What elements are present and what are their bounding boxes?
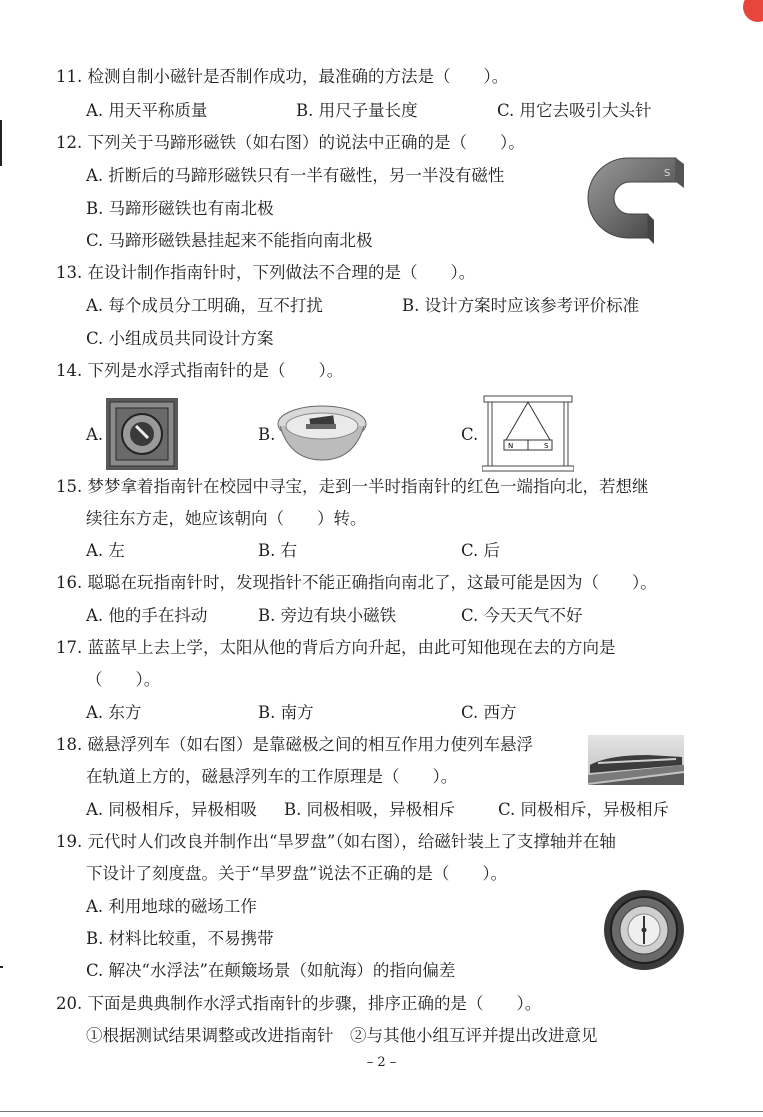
corner-badge [743,0,763,22]
q16-stem: 16. 聪聪在玩指南针时，发现指针不能正确指向南北了，这最可能是因为（ ）。 [56,573,657,592]
q19-option-b: B. 材料比较重，不易携带 [86,929,274,948]
binding-mark [0,120,2,166]
q15-stem-line2: 续往东方走，她应该朝向（ ）转。 [86,509,367,528]
q13-option-a: A. 每个成员分工明确，互不打扰 [86,296,323,315]
q17-option-b: B. 南方 [258,703,314,722]
q11-option-c: C. 用它去吸引大头针 [497,101,652,120]
q14-option-c: C. [461,425,479,444]
q17-stem-line1: 17. 蓝蓝早上去上学，太阳从他的背后方向升起，由此可知他现在去的方向是 [56,638,616,657]
water-bowl-image [276,402,368,464]
q17-option-a: A. 东方 [86,703,142,722]
q15-option-a: A. 左 [86,541,125,560]
q13-option-b: B. 设计方案时应该参考评价标准 [402,296,640,315]
q11-option-a: A. 用天平称质量 [86,101,208,120]
q19-stem-line2: 下设计了刻度盘。关于“旱罗盘”说法不正确的是（ ）。 [86,864,508,883]
needle-n-label: N [508,442,514,450]
q15-stem-line1: 15. 梦梦拿着指南针在校园中寻宝，走到一半时指南针的红色一端指向北，若想继 [56,477,649,496]
q16-option-a: A. 他的手在抖动 [86,606,208,625]
q12-option-b: B. 马蹄形磁铁也有南北极 [86,199,274,218]
q19-stem-line1: 19. 元代时人们改良并制作出“旱罗盘”（如右图），给磁针装上了支撑轴并在轴 [56,832,616,851]
q11-option-b: B. 用尺子量长度 [296,101,418,120]
q11-stem: 11. 检测自制小磁针是否制作成功，最准确的方法是（ ）。 [56,67,509,86]
q16-option-c: C. 今天天气不好 [461,606,583,625]
magnet-pole-label: S [664,168,671,179]
q15-option-b: B. 右 [258,541,298,560]
needle-s-label: S [544,442,549,450]
q20-stem: 20. 下面是典典制作水浮式指南针的步骤，排序正确的是（ ）。 [56,994,542,1013]
q13-option-c: C. 小组成员共同设计方案 [86,329,274,348]
page-number: – 2 – [366,1055,397,1070]
dry-compass-image [602,888,686,972]
q18-option-c: C. 同极相斥，异极相斥 [498,800,670,819]
compass-board-image [106,398,178,470]
q16-option-b: B. 旁边有块小磁铁 [258,606,397,625]
q12-option-a: A. 折断后的马蹄形磁铁只有一半有磁性，另一半没有磁性 [86,166,505,185]
q19-option-a: A. 利用地球的磁场工作 [86,897,257,916]
q14-option-b: B. [258,425,276,444]
q18-stem-line1: 18. 磁悬浮列车（如右图）是靠磁极之间的相互作用力使列车悬浮 [56,735,533,754]
q13-stem: 13. 在设计制作指南针时，下列做法不合理的是（ ）。 [56,263,476,282]
q18-option-a: A. 同极相斥，异极相吸 [86,800,257,819]
q17-option-c: C. 西方 [461,703,517,722]
maglev-train-image [588,735,684,785]
q17-stem-line2: （ ）。 [86,670,161,689]
horseshoe-magnet-image [576,150,686,250]
q18-option-b: B. 同极相吸，异极相斥 [284,800,456,819]
q20-steps: ①根据测试结果调整或改进指南针 ②与其他小组互评并提出改进意见 [86,1026,598,1045]
q12-option-c: C. 马蹄形磁铁悬挂起来不能指向南北极 [86,231,373,250]
binding-tick [0,966,3,968]
q15-option-c: C. 后 [461,541,501,560]
q19-option-c: C. 解决“水浮法”在颠簸场景（如航海）的指向偏差 [86,961,456,980]
q18-stem-line2: 在轨道上方的，磁悬浮列车的工作原理是（ ）。 [86,767,458,786]
hanging-needle-image [482,394,574,472]
q14-option-a: A. [86,425,104,444]
q14-stem: 14. 下列是水浮式指南针的是（ ）。 [56,361,344,380]
q12-stem: 12. 下列关于马蹄形磁铁（如右图）的说法中正确的是（ ）。 [56,133,525,152]
bottom-rule [0,1111,763,1112]
